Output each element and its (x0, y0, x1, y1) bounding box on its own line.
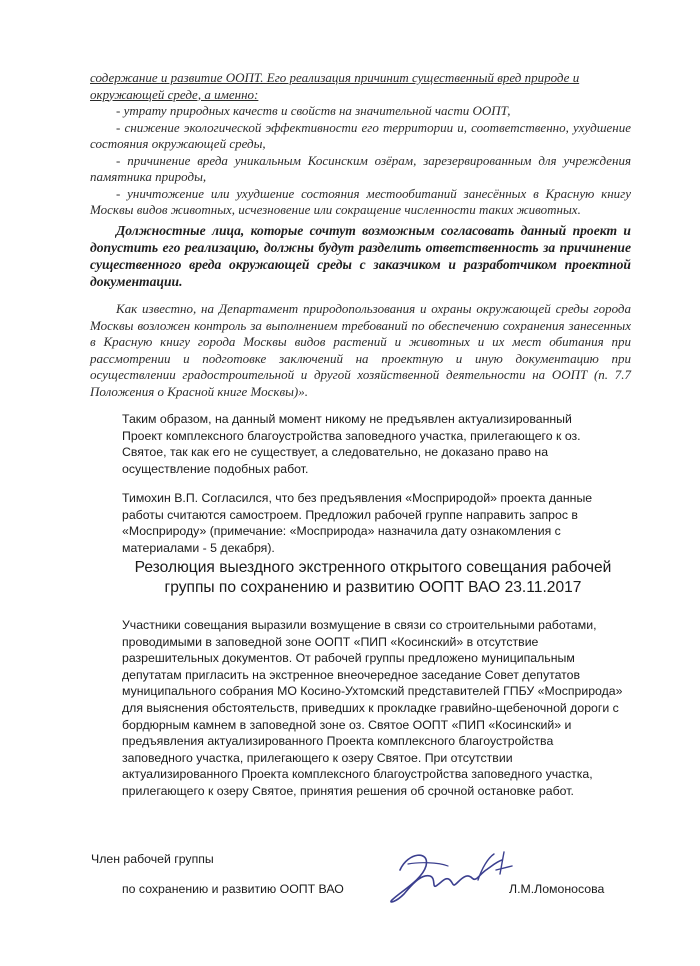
resolution-heading: Резолюция выездного экстренного открытого совещания рабочей группы по сохранению и развитию ООПТ ВАО 23.11.2017 (134, 559, 612, 596)
signature-role-line-2: по сохранению и развитию ООПТ ВАО (122, 882, 344, 896)
responsibility-paragraph: Должностные лица, которые сочтут возможным согласовать данный проект и допустить его реализацию, должны будут разделить ответственность за причинение существенного вреда окружающей среды с заказчиком и разработчиком проектной документации. (90, 223, 631, 289)
timokhin-paragraph-block (122, 490, 616, 556)
risk-intro-line-2: окружающей среде, а именно: (90, 86, 259, 102)
resolution-heading-block (108, 558, 638, 598)
scanned-block-responsibility (90, 222, 631, 290)
handwritten-signature (378, 840, 523, 910)
risk-item-1: - утрату природных качеств и свойств на значительной части ООПТ, (116, 103, 511, 118)
conclusion-paragraph-block (122, 411, 612, 477)
signature-name: Л.М.Ломоносова (509, 882, 605, 896)
risk-item-2: - снижение экологической эффективности его территории и, соответственно, ухудшение состояния окружающей среды, (90, 119, 631, 151)
timokhin-paragraph: Тимохин В.П. Согласился, что без предъявления «Мосприродой» проекта данные работы считаются самостроем. Предложил рабочей группе направить запрос в «Мосприроду» (примечание: «Мосприрода» назначила дату ознакомления с материалами - 5 декабря). (122, 491, 593, 555)
risk-item-3: - причинение вреда уникальным Косинским озёрам, зарезервированным для учреждения памятника природы, (90, 152, 631, 184)
resolution-paragraph-block (122, 617, 626, 800)
department-paragraph: Как известно, на Департамент природопользования и охраны окружающей среды города Москвы возложен контроль за выполнением требований по обеспечению сохранения занесенных в Красную книгу города Москвы видов растений и животных и их мест обитания при рассмотрении и подготовке заключений на проектную и иную документацию при осуществлении градостроительной и другой хозяйственной деятельности на ООПТ (п. 7.7 Положения о Красной книге Москвы)». (90, 301, 631, 399)
signature-role-line-1: Член рабочей группы (91, 852, 214, 866)
risk-intro-line-1: содержание и развитие ООПТ. Его реализация причинит существенный вред природе и (90, 70, 580, 85)
scanned-block-department (90, 301, 631, 400)
scanned-block-risks (90, 70, 631, 219)
resolution-paragraph: Участники совещания выразили возмущение в связи со строительными работами, проводимыми в заповедной зоне ООПТ «ПИП «Косинский» в отсутствие разрешительных документов. От рабочей группы предложено муниципальным депутатам пригласить на экстренное внеочередное заседание Совет депутатов муниципального собрания МО Косино-Ухтомский представителей ГПБУ «Мосприрода» для выяснения обстоятельств, приведших к прокладке гравийно-щебеночной дороги с бордюрным камнем в заповедной зоне оз. Святое ООПТ «ПИП «Косинский» и предъявления актуализированного Проекта комплексного благоустройства заповедного участка, прилегающего к озеру Святое. При отсутствии актуализированного Проекта комплексного благоустройства заповедного участка, прилегающего к озеру Святое, принятия решения об срочной остановке работ. (122, 618, 623, 798)
conclusion-paragraph: Таким образом, на данный момент никому не предъявлен актуализированный Проект комплексного благоустройства заповедного участка, прилегающего к оз. Святое, так как его не существует, а следовательно, не доказано право на осуществление подобных работ. (122, 412, 581, 476)
risk-item-4: - уничтожение или ухудшение состояния местообитаний занесённых в Красную книгу Москвы видов животных, исчезновение или сокращение численности таких животных. (90, 185, 631, 217)
